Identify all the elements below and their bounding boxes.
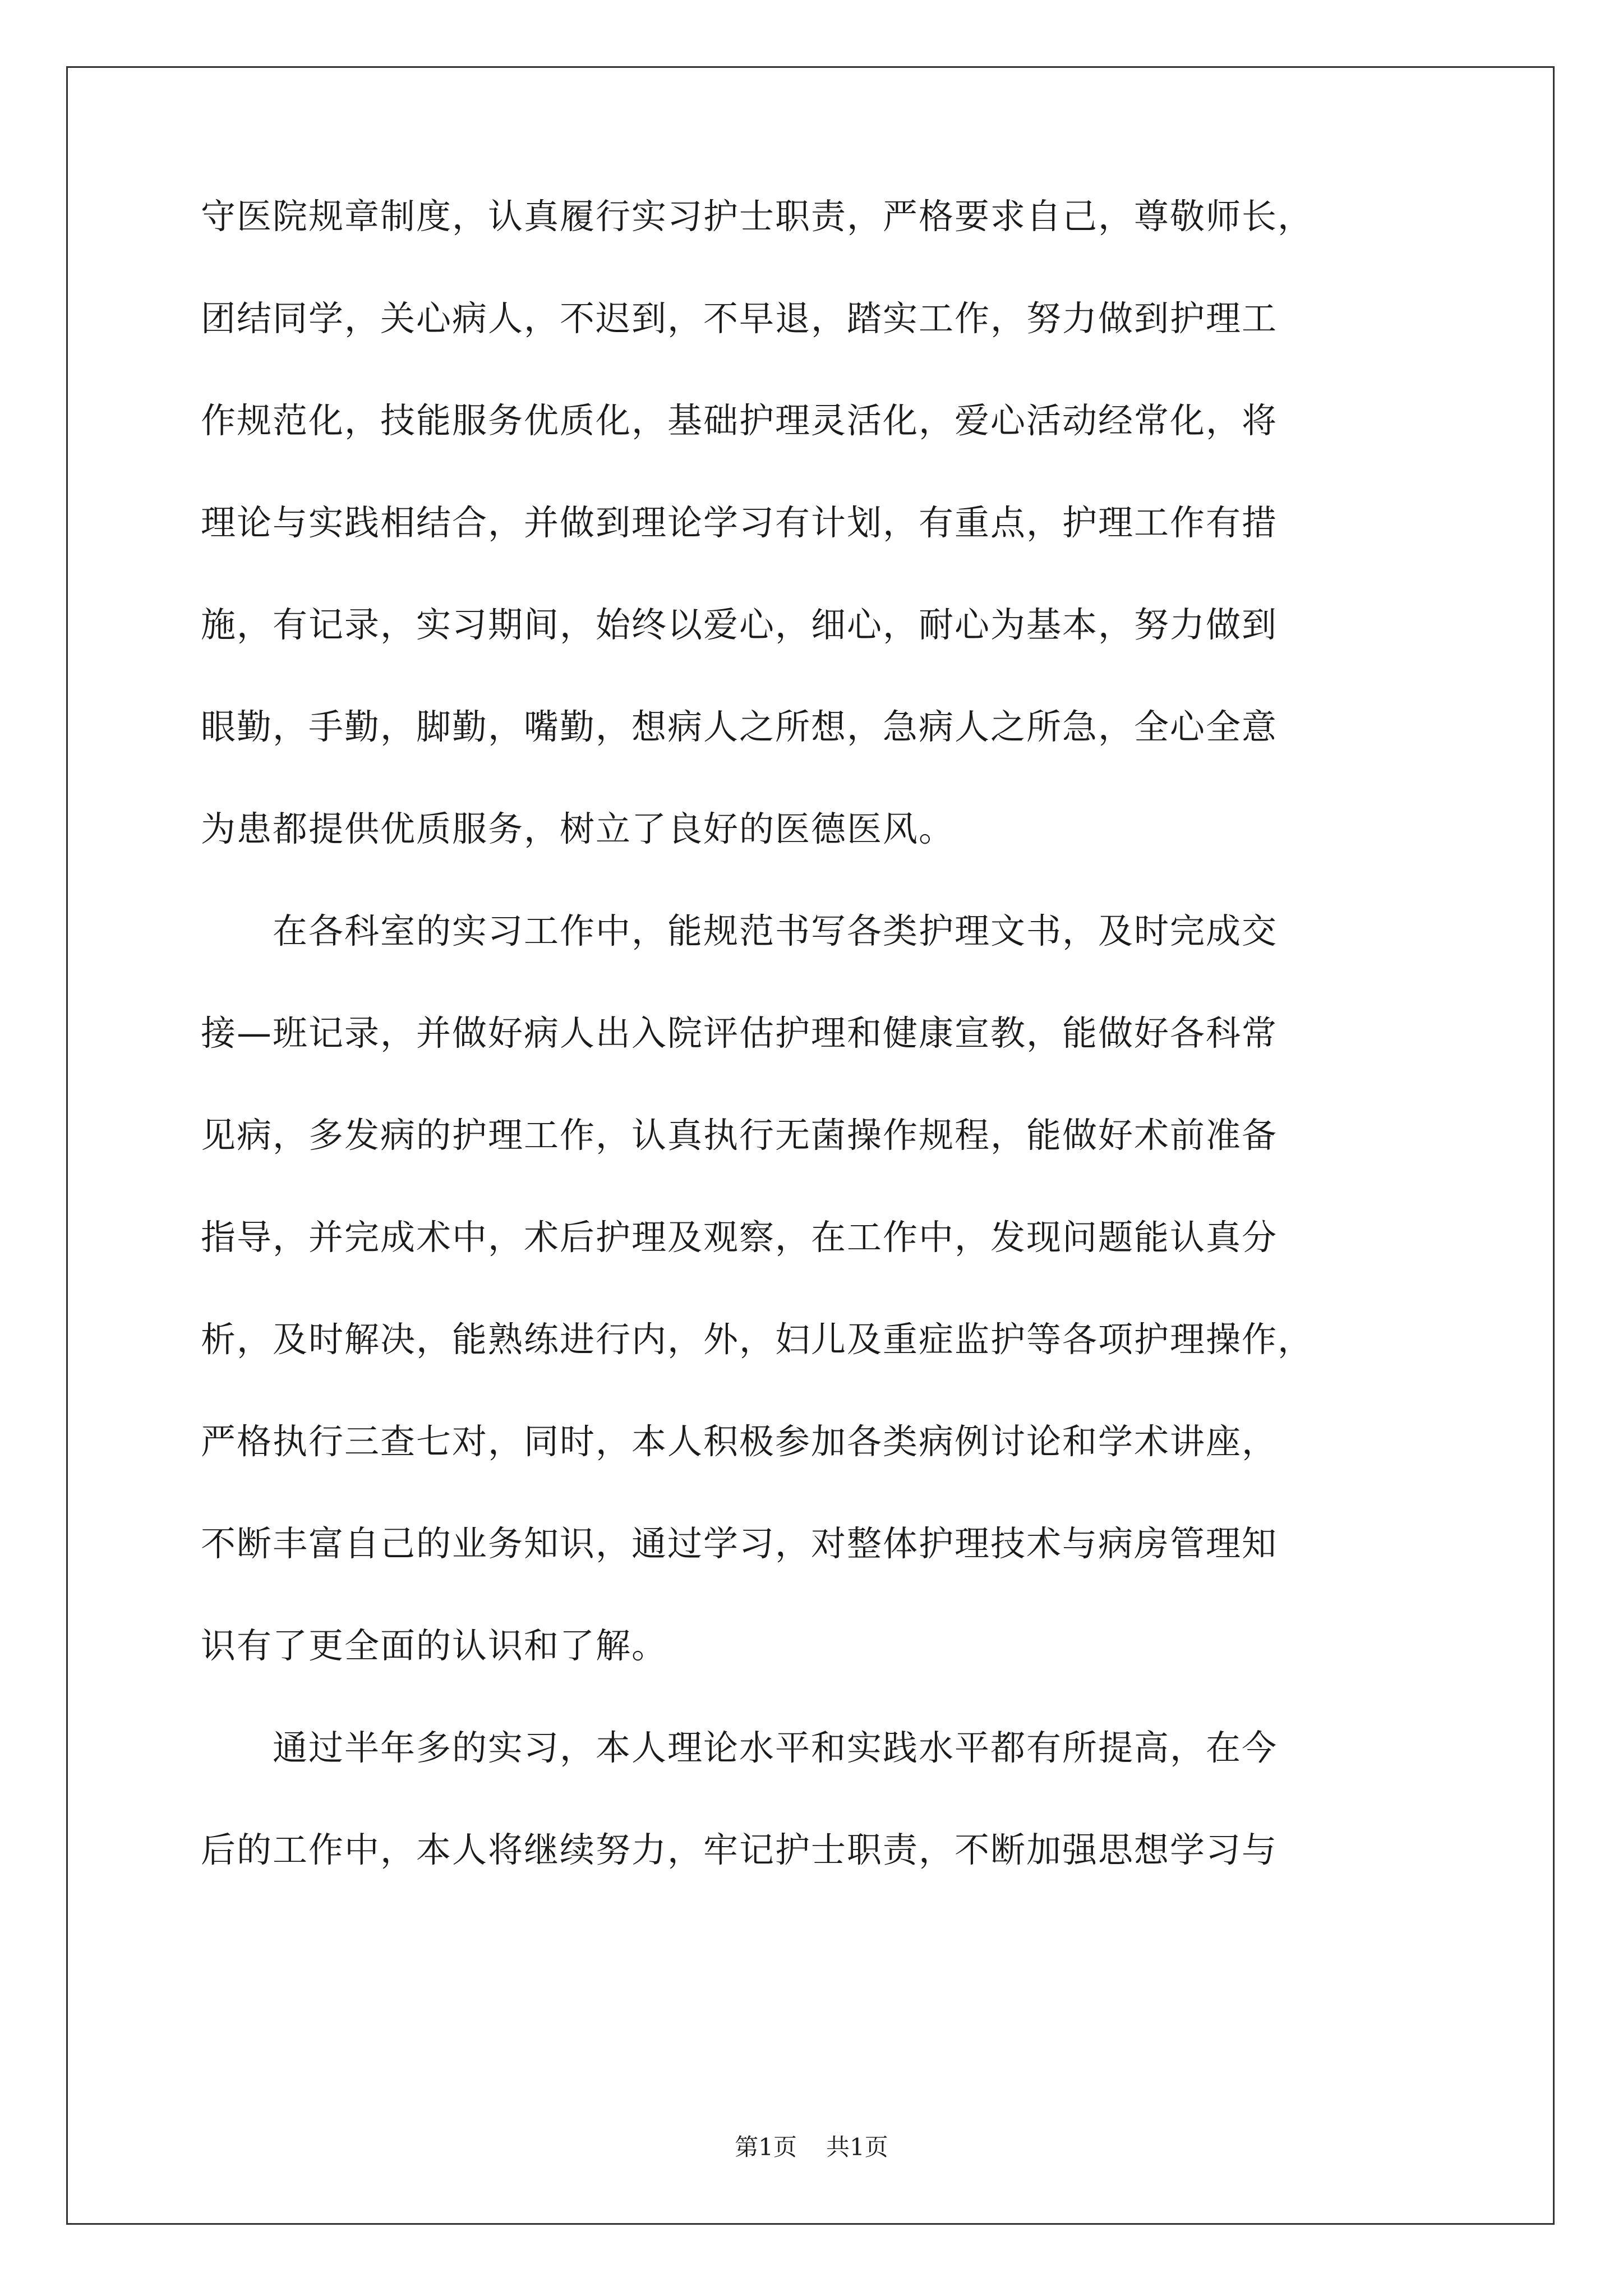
body-line: 为患都提供优质服务，树立了良好的医德医风。 — [201, 808, 955, 849]
body-line: 施，有记录，实习期间，始终以爱心，细心，耐心为基本，努力做到 — [201, 604, 1278, 645]
body-line: 不断丰富自己的业务知识，通过学习，对整体护理技术与病房管理知 — [201, 1523, 1278, 1564]
body-line: 识有了更全面的认识和了解。 — [201, 1625, 668, 1666]
body-line: 通过半年多的实习，本人理论水平和实践水平都有所提高，在今 — [201, 1727, 1278, 1768]
document-body — [201, 196, 1468, 1935]
body-line: 团结同学，关心病人，不迟到，不早退，踏实工作，努力做到护理工 — [201, 298, 1278, 339]
body-line: 守医院规章制度，认真履行实习护士职责，严格要求自己，尊敬师长， — [201, 196, 1314, 237]
body-line: 析，及时解决，能熟练进行内，外，妇儿及重症监护等各项护理操作， — [201, 1319, 1314, 1360]
body-line: 接—班记录，并做好病人出入院评估护理和健康宣教，能做好各科常 — [201, 1013, 1278, 1053]
body-line: 眼勤，手勤，脚勤，嘴勤，想病人之所想，急病人之所急，全心全意 — [201, 706, 1278, 747]
page-footer — [0, 2129, 1623, 2162]
body-line: 在各科室的实习工作中，能规范书写各类护理文书，及时完成交 — [201, 910, 1278, 951]
page-number-current: 第1页 — [735, 2133, 797, 2161]
page-number-total: 共1页 — [826, 2133, 888, 2161]
body-line: 指导，并完成术中，术后护理及观察，在工作中，发现问题能认真分 — [201, 1217, 1278, 1258]
body-line: 后的工作中，本人将继续努力，牢记护士职责，不断加强思想学习与 — [201, 1829, 1278, 1870]
body-line: 见病，多发病的护理工作，认真执行无菌操作规程，能做好术前准备 — [201, 1115, 1278, 1156]
body-line: 严格执行三查七对，同时，本人积极参加各类病例讨论和学术讲座， — [201, 1421, 1278, 1462]
body-line: 理论与实践相结合，并做到理论学习有计划，有重点，护理工作有措 — [201, 502, 1278, 543]
body-line: 作规范化，技能服务优质化，基础护理灵活化，爱心活动经常化，将 — [201, 400, 1278, 441]
